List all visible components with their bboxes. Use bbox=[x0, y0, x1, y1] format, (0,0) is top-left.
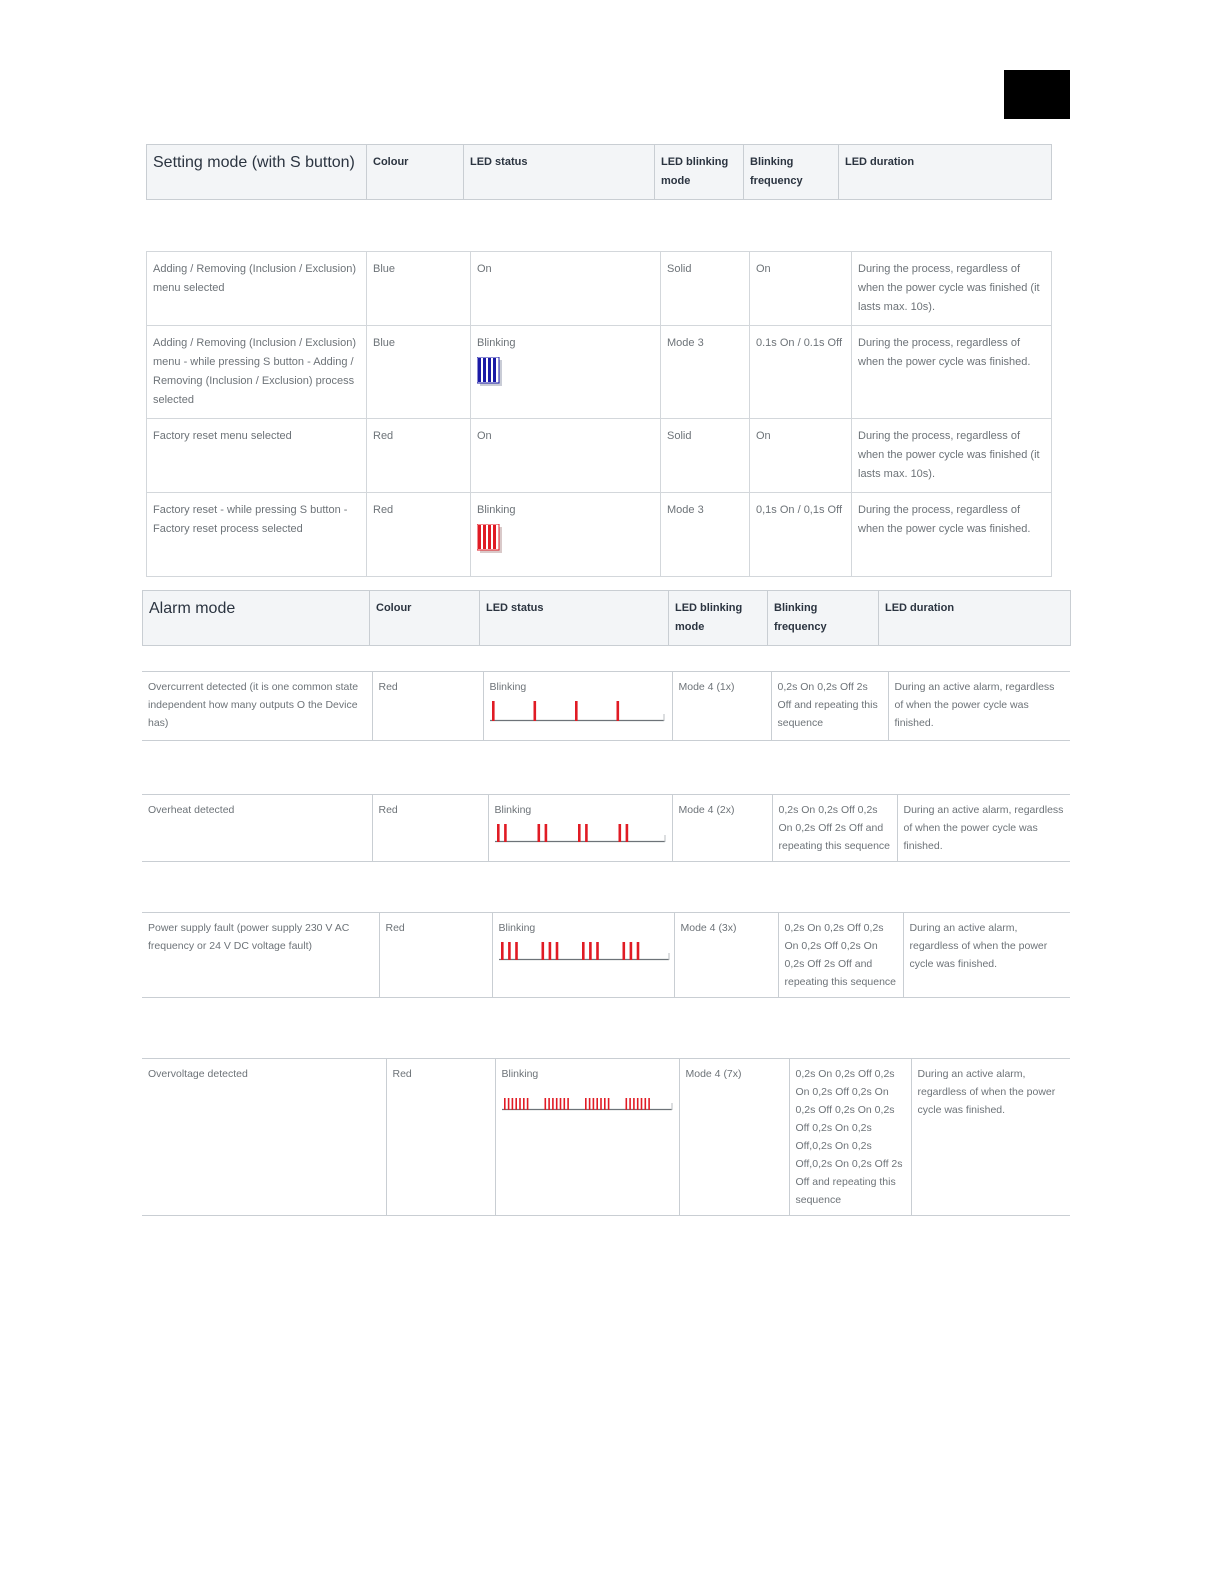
row-mode: Solid bbox=[661, 252, 750, 326]
row-duration: During an active alarm, regardless of when the power cycle was finished. bbox=[911, 1059, 1070, 1216]
blink-pulse bbox=[592, 1098, 594, 1110]
blink-pulse bbox=[600, 1098, 602, 1110]
row-status: Blinking bbox=[477, 504, 516, 516]
row-status: Blinking bbox=[498, 922, 536, 934]
blink-pulse bbox=[533, 701, 536, 721]
row-colour: Blue bbox=[367, 252, 471, 326]
row-frequency: On bbox=[750, 419, 852, 493]
table-row bbox=[147, 326, 1052, 419]
row-colour: Blue bbox=[367, 326, 471, 419]
blink-pulse bbox=[607, 1098, 609, 1110]
blink-pulse bbox=[575, 701, 578, 721]
blink-pulse bbox=[644, 1098, 646, 1110]
blink-pulse bbox=[507, 1098, 509, 1110]
row-duration: During the process, regardless of when the power cycle was finished (it lasts max. 10s). bbox=[852, 252, 1052, 326]
blink-pulse bbox=[552, 1098, 554, 1110]
row-mode: Solid bbox=[661, 419, 750, 493]
header-colour: Colour bbox=[367, 145, 464, 200]
blink-pulse bbox=[582, 942, 585, 960]
table-row bbox=[142, 795, 1070, 862]
header-led-blinking-mode: LED blinking mode bbox=[669, 591, 768, 646]
blink-pulse bbox=[501, 942, 504, 960]
blink-pulse bbox=[555, 942, 558, 960]
blink-pulse bbox=[616, 701, 619, 721]
alarm-row-table bbox=[142, 671, 1070, 741]
row-colour: Red bbox=[379, 913, 492, 998]
blink-pulse bbox=[588, 1098, 590, 1110]
header-blinking-frequency: Blinking frequency bbox=[768, 591, 879, 646]
blink-pulse bbox=[625, 824, 628, 842]
row-name: Adding / Removing (Inclusion / Exclusion) menu selected bbox=[147, 252, 367, 326]
row-duration: During an active alarm, regardless of when the power cycle was finished. bbox=[903, 913, 1070, 998]
row-name: Factory reset menu selected bbox=[147, 419, 367, 493]
blink-pulse bbox=[585, 824, 588, 842]
blink-pulse bbox=[541, 942, 544, 960]
blink-pulse bbox=[596, 942, 599, 960]
blink-pulse bbox=[578, 824, 581, 842]
blue-blink-led-icon bbox=[477, 357, 503, 387]
row-frequency: 0,1s On / 0,1s Off bbox=[750, 493, 852, 577]
row-mode: Mode 4 (2x) bbox=[672, 795, 772, 862]
alarm-row-table bbox=[142, 1058, 1070, 1216]
blink-pulse bbox=[519, 1098, 521, 1110]
blink-pulse bbox=[636, 942, 639, 960]
blink-pulse bbox=[596, 1098, 598, 1110]
row-mode: Mode 3 bbox=[661, 326, 750, 419]
row-frequency: 0.1s On / 0.1s Off bbox=[750, 326, 852, 419]
blink-pulse bbox=[585, 1098, 587, 1110]
row-frequency: 0,2s On 0,2s Off 0,2s On 0,2s Off 0,2s On 0,2s Off 0,2s On 0,2s Off 0,2s On 0,2s Off,0,2s On 0,2s Off,0,2s On 0,2s Off 2s Off and repeating this sequence bbox=[789, 1059, 911, 1216]
row-mode: Mode 4 (7x) bbox=[679, 1059, 789, 1216]
blink-pulse bbox=[559, 1098, 561, 1110]
blink-pulse bbox=[544, 824, 547, 842]
blink-pulse bbox=[567, 1098, 569, 1110]
row-frequency: 0,2s On 0,2s Off 0,2s On 0,2s Off 2s Off and repeating this sequence bbox=[772, 795, 897, 862]
blink-sequence-icon bbox=[502, 1097, 674, 1111]
blink-pulse bbox=[625, 1098, 627, 1110]
row-name: Overheat detected bbox=[142, 795, 372, 862]
blink-pulse bbox=[636, 1098, 638, 1110]
table-row bbox=[147, 252, 1052, 326]
blink-pulse bbox=[589, 942, 592, 960]
row-colour: Red bbox=[367, 493, 471, 577]
table-row bbox=[147, 493, 1052, 577]
header-blinking-frequency: Blinking frequency bbox=[744, 145, 839, 200]
row-name: Power supply fault (power supply 230 V AC frequency or 24 V DC voltage fault) bbox=[142, 913, 379, 998]
redaction-block bbox=[1004, 70, 1070, 119]
table-row bbox=[142, 672, 1070, 741]
blink-pulse bbox=[629, 1098, 631, 1110]
row-status: On bbox=[471, 252, 661, 326]
header-led-blinking-mode: LED blinking mode bbox=[655, 145, 744, 200]
row-status: Blinking bbox=[494, 804, 532, 816]
table-row bbox=[142, 1059, 1070, 1216]
blink-pulse bbox=[511, 1098, 513, 1110]
blink-pulse bbox=[604, 1098, 606, 1110]
blink-pulse bbox=[537, 824, 540, 842]
blink-pulse bbox=[544, 1098, 546, 1110]
header-led-duration: LED duration bbox=[839, 145, 1052, 200]
row-colour: Red bbox=[367, 419, 471, 493]
row-colour: Red bbox=[372, 672, 483, 741]
blink-pulse bbox=[633, 1098, 635, 1110]
row-duration: During the process, regardless of when the power cycle was finished. bbox=[852, 326, 1052, 419]
header-led-status: LED status bbox=[480, 591, 669, 646]
blink-pulse bbox=[548, 942, 551, 960]
row-duration: During the process, regardless of when the power cycle was finished. bbox=[852, 493, 1052, 577]
table-row bbox=[147, 419, 1052, 493]
row-status: Blinking bbox=[501, 1068, 539, 1080]
row-name: Adding / Removing (Inclusion / Exclusion) menu - while pressing S button - Adding / Removing (Inclusion / Exclusion) process selected bbox=[147, 326, 367, 419]
setting-mode-table bbox=[146, 251, 1052, 577]
row-duration: During an active alarm, regardless of when the power cycle was finished. bbox=[888, 672, 1070, 741]
blink-sequence-icon bbox=[499, 941, 671, 961]
alarm-row-table bbox=[142, 794, 1070, 862]
row-mode: Mode 4 (1x) bbox=[672, 672, 771, 741]
blink-pulse bbox=[497, 824, 500, 842]
blink-sequence-icon bbox=[495, 823, 667, 843]
alarm-row-table bbox=[142, 912, 1070, 998]
row-frequency: 0,2s On 0,2s Off 2s Off and repeating this sequence bbox=[771, 672, 888, 741]
blink-pulse bbox=[629, 942, 632, 960]
row-status: On bbox=[471, 419, 661, 493]
table-row bbox=[142, 913, 1070, 998]
row-colour: Red bbox=[372, 795, 488, 862]
blink-pulse bbox=[526, 1098, 528, 1110]
blink-pulse bbox=[648, 1098, 650, 1110]
alarm-mode-title: Alarm mode bbox=[143, 591, 370, 646]
red-blink-led-icon bbox=[477, 524, 503, 554]
blink-pulse bbox=[515, 942, 518, 960]
blink-sequence-icon bbox=[490, 700, 666, 722]
blink-pulse bbox=[504, 824, 507, 842]
row-frequency: 0,2s On 0,2s Off 0,2s On 0,2s Off 0,2s On 0,2s Off 2s Off and repeating this sequence bbox=[778, 913, 903, 998]
blink-pulse bbox=[515, 1098, 517, 1110]
header-led-status: LED status bbox=[464, 145, 655, 200]
alarm-mode-header bbox=[142, 590, 1071, 646]
row-frequency: On bbox=[750, 252, 852, 326]
row-mode: Mode 4 (3x) bbox=[674, 913, 778, 998]
row-colour: Red bbox=[386, 1059, 495, 1216]
blink-pulse bbox=[563, 1098, 565, 1110]
row-status: Blinking bbox=[477, 337, 516, 349]
blink-pulse bbox=[640, 1098, 642, 1110]
blink-pulse bbox=[548, 1098, 550, 1110]
row-name: Factory reset - while pressing S button - Factory reset process selected bbox=[147, 493, 367, 577]
row-mode: Mode 3 bbox=[661, 493, 750, 577]
row-duration: During an active alarm, regardless of when the power cycle was finished. bbox=[897, 795, 1070, 862]
blink-pulse bbox=[555, 1098, 557, 1110]
blink-pulse bbox=[523, 1098, 525, 1110]
blink-pulse bbox=[618, 824, 621, 842]
header-colour: Colour bbox=[370, 591, 480, 646]
setting-mode-title: Setting mode (with S button) bbox=[147, 145, 367, 200]
row-duration: During the process, regardless of when the power cycle was finished (it lasts max. 10s). bbox=[852, 419, 1052, 493]
row-status: Blinking bbox=[489, 681, 527, 693]
blink-pulse bbox=[622, 942, 625, 960]
blink-pulse bbox=[508, 942, 511, 960]
blink-pulse bbox=[504, 1098, 506, 1110]
row-name: Overvoltage detected bbox=[142, 1059, 386, 1216]
setting-mode-header bbox=[146, 144, 1052, 200]
blink-pulse bbox=[492, 701, 495, 721]
row-name: Overcurrent detected (it is one common state independent how many outputs O the Device has) bbox=[142, 672, 372, 741]
header-led-duration: LED duration bbox=[879, 591, 1071, 646]
